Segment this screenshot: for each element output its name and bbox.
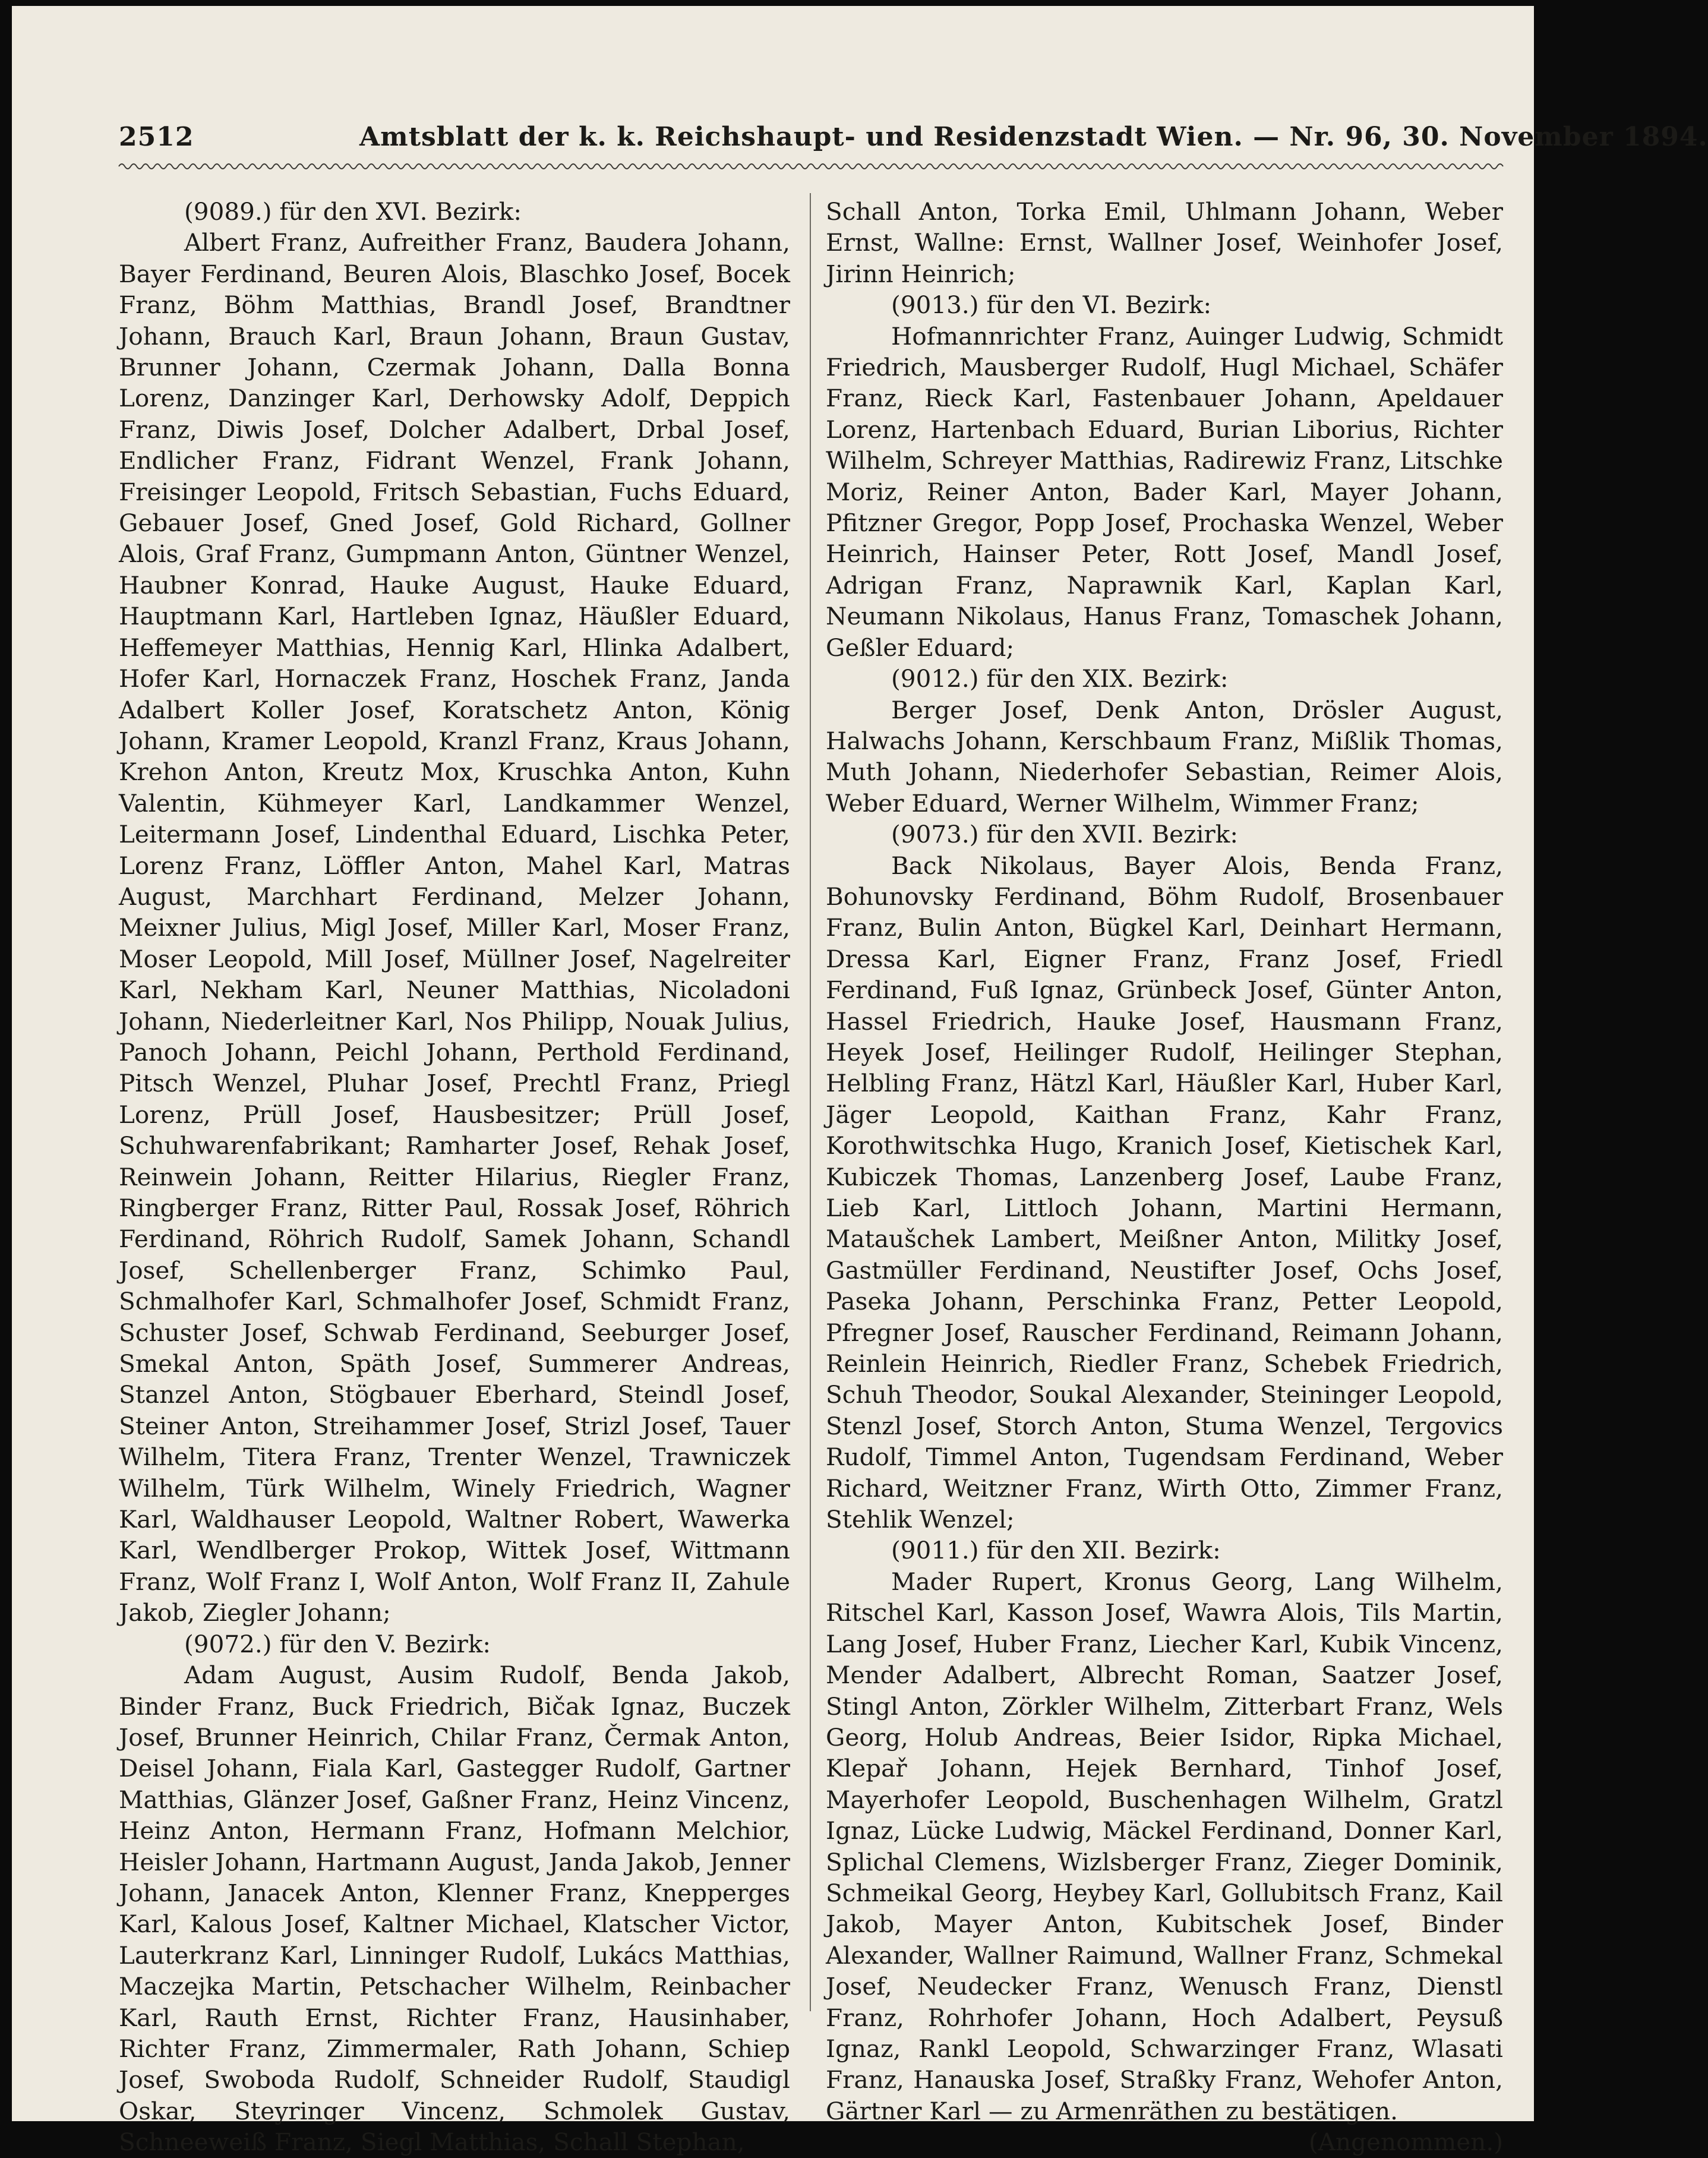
accepted-note: (Angenommen.)	[1308, 2128, 1503, 2157]
name-list: Berger Josef, Denk Anton, Drösler August, Halwachs Johann, Kerschbaum Franz, Mißlik Thomas, Muth Johann, Niederhofer Sebastian, Reimer Alois, Weber Eduard, Werner Wilhelm, Wimmer Franz;	[826, 695, 1503, 818]
name-list: Back Nikolaus, Bayer Alois, Benda Franz, Bohunovsky Ferdinand, Böhm Rudolf, Brosenbauer Franz, Bulin Anton, Bügkel Karl, Deinhart Hermann, Dressa Karl, Eigner Franz, Franz Josef, Friedl Ferdinand, Fuß Ignaz, Grünbeck Josef, Günter Anton, Hassel Friedrich, Hauke Josef, Hausmann Franz, Heyek Josef, Heilinger Rudolf, Heilinger Stephan, Helbling Franz, Hätzl Karl, Häußler Karl, Huber Karl, Jäger Leopold, Kaithan Franz, Kahr Franz, Korothwitschka Hugo, Kranich Josef, Kietischek Karl, Kubiczek Thomas, Lanzenberg Josef, Laube Franz, Lieb Karl, Littloch Johann, Martini Hermann, Mataušchek Lambert, Meißner Anton, Militky Josef, Gastmüller Ferdinand, Neustifter Josef, Ochs Josef, Paseka Johann, Perschinka Franz, Petter Leopold, Pfregner Josef, Rauscher Ferdinand, Reimann Johann, Reinlein Heinrich, Riedler Franz, Schebek Friedrich, Schuh Theodor, Soukal Alexander, Steininger Leopold, Stenzl Josef, Storch Anton, Stuma Wenzel, Tergovics Rudolf, Timmel Anton, Tugendsam Ferdinand, Weber Richard, Weitzner Franz, Wirth Otto, Zimmer Franz, Stehlik Wenzel;	[826, 851, 1503, 1534]
page-number: 2512	[119, 122, 194, 152]
section-heading: (9072.) für den V. Bezirk:	[184, 1629, 491, 1658]
section-heading: (9073.) für den XVII. Bezirk:	[891, 820, 1238, 849]
column-divider	[810, 193, 811, 2011]
section-heading: (9013.) für den VI. Bezirk:	[891, 291, 1212, 320]
section-heading: (9012.) für den XIX. Bezirk:	[891, 664, 1229, 693]
name-list: Albert Franz, Aufreither Franz, Baudera Johann, Bayer Ferdinand, Beuren Alois, Blaschko Josef, Bocek Franz, Böhm Matthias, Brandl Josef, Brandtner Johann, Brauch Karl, Braun Johann, Braun Gustav, Brunner Johann, Czermak Johann, Dalla Bonna Lorenz, Danzinger Karl, Derhowsky Adolf, Deppich Franz, Diwis Josef, Dolcher Adalbert, Drbal Josef, Endlicher Franz, Fidrant Wenzel, Frank Johann, Freisinger Leopold, Fritsch Sebastian, Fuchs Eduard, Gebauer Josef, Gned Josef, Gold Richard, Gollner Alois, Graf Franz, Gumpmann Anton, Güntner Wenzel, Haubner Konrad, Hauke August, Hauke Eduard, Hauptmann Karl, Hartleben Ignaz, Häußler Eduard, Heffemeyer Matthias, Hennig Karl, Hlinka Adalbert, Hofer Karl, Hornaczek Franz, Hoschek Franz, Janda Adalbert Koller Josef, Koratschetz Anton, König Johann, Kramer Leopold, Kranzl Franz, Kraus Johann, Krehon Anton, Kreutz Mox, Kruschka Anton, Kuhn Valentin, Kühmeyer Karl, Landkammer Wenzel, Leitermann Josef, Lindenthal Eduard, Lischka Peter, Lorenz Franz, Löffler Anton, Mahel Karl, Matras August, Marchhart Ferdinand, Melzer Johann, Meixner Julius, Migl Josef, Miller Karl, Moser Franz, Moser Leopold, Mill Josef, Müllner Josef, Nagelreiter Karl, Nekham Karl, Neuner Matthias, Nicoladoni Johann, Niederleitner Karl, Nos Philipp, Nouak Julius, Panoch Johann, Peichl Johann, Perthold Ferdinand, Pitsch Wenzel, Pluhar Josef, Prechtl Franz, Priegl Lorenz, Prüll Josef, Hausbesitzer; Prüll Josef, Schuhwarenfabrikant; Ramharter Josef, Rehak Josef, Reinwein Johann, Reitter Hilarius, Riegler Franz, Ringberger Franz, Ritter Paul, Rossak Josef, Röhrich Ferdinand, Röhrich Rudolf, Samek Johann, Schandl Josef, Schellenberger Franz, Schimko Paul, Schmalhofer Karl, Schmalhofer Josef, Schmidt Franz, Schuster Josef, Schwab Ferdinand, Seeburger Josef, Smekal Anton, Späth Josef, Summerer Andreas, Stanzel Anton, Stögbauer Eberhard, Steindl Josef, Steiner Anton, Streihammer Josef, Strizl Josef, Tauer Wilhelm, Titera Franz, Trenter Wenzel, Trawniczek Wilhelm, Türk Wilhelm, Winely Friedrich, Wagner Karl, Waldhauser Leopold, Waltner Robert, Wawerka Karl, Wendlberger Prokop, Wittek Josef, Wittmann Franz, Wolf Franz I, Wolf Anton, Wolf Franz II, Zahule Jakob, Ziegler Johann;	[119, 228, 790, 1627]
right-column	[826, 196, 1503, 2158]
name-list-continuation: Schall Anton, Torka Emil, Uhlmann Johann, Weber Ernst, Wallne: Ernst, Wallner Josef, Weinhofer Josef, Jirinn Heinrich;	[826, 197, 1503, 288]
name-list: Mader Rupert, Kronus Georg, Lang Wilhelm, Ritschel Karl, Kasson Josef, Wawra Alois, Tils Martin, Lang Josef, Huber Franz, Liecher Karl, Kubik Vincenz, Mender Adalbert, Albrecht Roman, Saatzer Josef, Stingl Anton, Zörkler Wilhelm, Zitterbart Franz, Wels Georg, Holub Andreas, Beier Isidor, Ripka Michael, Klepař Johann, Hejek Bernhard, Tinhof Josef, Mayerhofer Leopold, Buschenhagen Wilhelm, Gratzl Ignaz, Lücke Ludwig, Mäckel Ferdinand, Donner Karl, Splichal Clemens, Wizlsberger Franz, Zieger Dominik, Schmeikal Georg, Heybey Karl, Gollubitsch Franz, Kail Jakob, Mayer Anton, Kubitschek Josef, Binder Alexander, Wallner Raimund, Wallner Franz, Schmekal Josef, Neudecker Franz, Wenusch Franz, Dienstl Franz, Rohrhofer Johann, Hoch Adalbert, Peysuß Ignaz, Rankl Leopold, Schwarzinger Franz, Wlasati Franz, Hanauska Josef, Straßky Franz, Wehofer Anton, Gärtner Karl — zu Armenräthen zu bestätigen.	[826, 1567, 1503, 2125]
page-header	[119, 116, 1708, 163]
section-heading: (9011.) für den XII. Bezirk:	[891, 1536, 1221, 1565]
left-column	[119, 196, 790, 2158]
page-title: Amtsblatt der k. k. Reichshaupt- und Residenzstadt Wien. — Nr. 96, 30. November 1894.	[359, 122, 1708, 152]
name-list: Hofmannrichter Franz, Auinger Ludwig, Schmidt Friedrich, Mausberger Rudolf, Hugl Michael, Schäfer Franz, Rieck Karl, Fastenbauer Johann, Apeldauer Lorenz, Hartenbach Eduard, Burian Liborius, Richter Wilhelm, Schreyer Matthias, Radirewiz Franz, Litschke Moriz, Reiner Anton, Bader Karl, Mayer Johann, Pfitzner Gregor, Popp Josef, Prochaska Wenzel, Weber Heinrich, Hainser Peter, Rott Josef, Mandl Josef, Adrigan Franz, Naprawnik Karl, Kaplan Karl, Neumann Nikolaus, Hanus Franz, Tomaschek Johann, Geßler Eduard;	[826, 321, 1503, 662]
header-wavy-rule	[119, 160, 1503, 172]
document-page	[12, 6, 1708, 2157]
name-list: Adam August, Ausim Rudolf, Benda Jakob, Binder Franz, Buck Friedrich, Bičak Ignaz, Buczek Josef, Brunner Heinrich, Chilar Franz, Čermak Anton, Deisel Johann, Fiala Karl, Gastegger Rudolf, Gartner Matthias, Glänzer Josef, Gaßner Franz, Heinz Vincenz, Heinz Anton, Hermann Franz, Hofmann Melchior, Heisler Johann, Hartmann August, Janda Jakob, Jenner Johann, Janacek Anton, Klenner Franz, Knepperges Karl, Kalous Josef, Kaltner Michael, Klatscher Victor, Lauterkranz Karl, Linninger Rudolf, Lukács Matthias, Maczejka Martin, Petschacher Wilhelm, Reinbacher Karl, Rauth Ernst, Richter Franz, Hausinhaber, Richter Franz, Zimmermaler, Rath Johann, Schiep Josef, Swoboda Rudolf, Schneider Rudolf, Staudigl Oskar, Steyringer Vincenz, Schmolek Gustav, Schneeweiß Franz, Siegl Matthias, Schall Stephan,	[119, 1661, 790, 2157]
section-heading: (9089.) für den XVI. Bezirk:	[184, 197, 522, 226]
